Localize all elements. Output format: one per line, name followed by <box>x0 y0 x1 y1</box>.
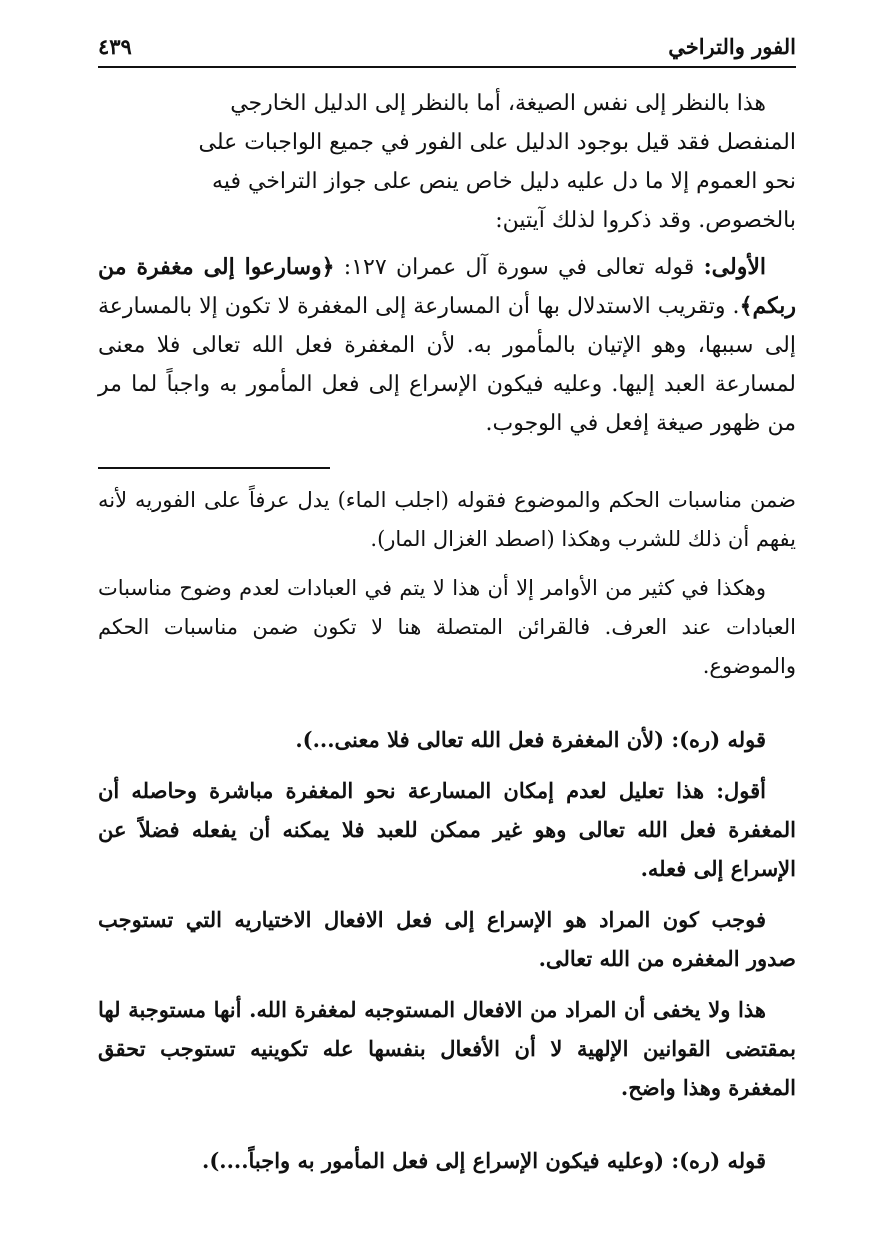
running-title: الفور والتراخي <box>668 34 796 59</box>
commentary-paragraph-2: وهكذا في كثير من الأوامر إلا أن هذا لا يتم في العبادات لعدم وضوح مناسبات العبادات عند العرف. فالقرائن المتصلة هنا لا تكون ضمن مناسبات الحكم والموضوع. <box>98 576 796 678</box>
verse-intro: قوله تعالى في سورة آل عمران ١٢٧: <box>334 255 704 280</box>
main-text <box>98 84 796 443</box>
page-number: ٤٣٩ <box>98 34 132 59</box>
page-header <box>98 28 796 68</box>
commentary-paragraph-4: فوجب كون المراد هو الإسراع إلى فعل الافعال الاختياريه التي تستوجب صدور المغفره من الله تعالى. <box>98 907 796 971</box>
main-paragraph-1-line-1: هذا بالنظر إلى نفس الصيغة، أما بالنظر إلى الدليل الخارجي <box>230 91 766 116</box>
first-verse-label: الأولى: <box>703 254 767 280</box>
footnote-divider <box>98 467 330 469</box>
commentary-paragraph-3 <box>98 771 796 888</box>
aqul-label: أقول: <box>716 778 766 803</box>
main-paragraph-1-line-4: بالخصوص. وقد ذكروا لذلك آيتين: <box>495 208 796 233</box>
verse-explanation: . وتقريب الاستدلال بها أن المسارعة إلى المغفرة لا تكون إلا بالمسارعة إلى سببها، وهو الإتيان بالمأمور به. لأن المغفرة فعل الله تعالى فلا معنى لمسارعة العبد إليها. وعليه فيكون الإسراع إلى فعل المأمور به واجباً لما مر من ظهور صيغة إفعل في الوجوب. <box>98 294 796 436</box>
quote-heading-1: قوله (ره): (لأن المغفرة فعل الله تعالى فلا معنى...). <box>295 727 766 752</box>
quote-heading-2: قوله (ره): (وعليه فيكون الإسراع إلى فعل المأمور به واجباً....). <box>202 1148 766 1173</box>
commentary-paragraph-5: هذا ولا يخفى أن المراد من الافعال المستوجبه لمغفرة الله. أنها مستوجبة لها بمقتضى القوانين الإلهية لا أن الأفعال بنفسها عله تكوينيه تستوجب تحقق المغفرة وهذا واضح. <box>98 997 796 1100</box>
main-paragraph-1-line-2: المنفصل فقد قيل بوجود الدليل على الفور في جميع الواجبات على <box>198 130 796 155</box>
quran-verse: ﴿وسارعوا إلى مغفرة من ربكم﴾ <box>98 254 796 319</box>
main-paragraph-1-line-3: نحو العموم إلا ما دل عليه دليل خاص ينص على جواز التراخي فيه <box>212 169 796 194</box>
commentary-paragraph-1: ضمن مناسبات الحكم والموضوع فقوله (اجلب الماء) يدل عرفاً على الفوريه لأنه يفهم أن ذلك للشرب وهكذا (اصطد الغزال المار). <box>98 488 796 551</box>
book-page <box>98 28 796 1180</box>
aqul-text: هذا تعليل لعدم إمكان المسارعة نحو المغفرة مباشرة وحاصله أن المغفرة فعل الله تعالى وهو غير ممكن للعبد فلا يمكنه أن يفعله فضلاً عن الإسراع إلى فعله. <box>98 778 796 881</box>
commentary-section <box>98 481 796 1180</box>
main-paragraph-2 <box>98 248 796 443</box>
